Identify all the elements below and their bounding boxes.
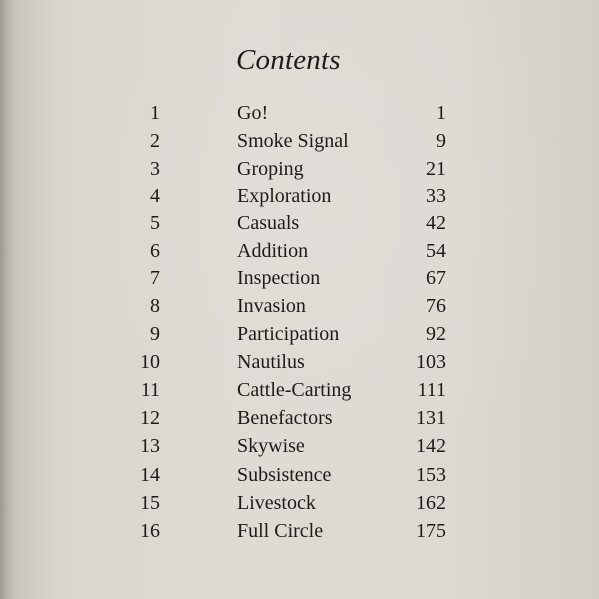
toc-row bbox=[0, 130, 599, 158]
page-number: 142 bbox=[416, 435, 446, 457]
page-number: 76 bbox=[426, 295, 446, 317]
page-number: 103 bbox=[416, 351, 446, 373]
toc-row bbox=[0, 158, 599, 186]
page-number: 162 bbox=[416, 492, 446, 514]
chapter-number: 12 bbox=[140, 407, 160, 429]
chapter-title: Casuals bbox=[237, 212, 300, 234]
chapter-number: 9 bbox=[150, 323, 160, 345]
page-number: 54 bbox=[426, 240, 446, 262]
chapter-title: Smoke Signal bbox=[237, 130, 349, 152]
page-number: 153 bbox=[416, 464, 446, 486]
toc-row bbox=[0, 212, 599, 240]
toc-row bbox=[0, 102, 599, 130]
chapter-number: 16 bbox=[140, 520, 160, 542]
chapter-title: Inspection bbox=[237, 267, 321, 289]
chapter-title: Full Circle bbox=[237, 520, 324, 542]
chapter-title: Benefactors bbox=[237, 407, 333, 429]
chapter-number: 14 bbox=[140, 464, 160, 486]
toc-row bbox=[0, 464, 599, 492]
chapter-title: Addition bbox=[237, 240, 309, 262]
chapter-title: Skywise bbox=[237, 435, 305, 457]
chapter-number: 4 bbox=[150, 185, 160, 207]
page-number: 131 bbox=[416, 407, 446, 429]
chapter-number: 15 bbox=[140, 492, 160, 514]
toc-row bbox=[0, 351, 599, 379]
contents-title: Contents bbox=[236, 44, 341, 76]
toc-row bbox=[0, 492, 599, 520]
page-number: 9 bbox=[436, 130, 446, 152]
toc-row bbox=[0, 240, 599, 268]
chapter-title: Groping bbox=[237, 158, 304, 180]
page-number: 21 bbox=[426, 158, 446, 180]
chapter-number: 8 bbox=[150, 295, 160, 317]
page-number: 175 bbox=[416, 520, 446, 542]
chapter-title: Livestock bbox=[237, 492, 316, 514]
chapter-number: 13 bbox=[140, 435, 160, 457]
chapter-number: 6 bbox=[150, 240, 160, 262]
toc-row bbox=[0, 323, 599, 351]
toc-row bbox=[0, 185, 599, 213]
chapter-title: Go! bbox=[237, 102, 269, 124]
chapter-title: Subsistence bbox=[237, 464, 332, 486]
page-number: 67 bbox=[426, 267, 446, 289]
chapter-number: 2 bbox=[150, 130, 160, 152]
toc-row bbox=[0, 520, 599, 548]
chapter-title: Exploration bbox=[237, 185, 332, 207]
chapter-title: Invasion bbox=[237, 295, 306, 317]
chapter-number: 10 bbox=[140, 351, 160, 373]
chapter-number: 3 bbox=[150, 158, 160, 180]
page-number: 111 bbox=[417, 379, 446, 401]
toc-row bbox=[0, 295, 599, 323]
chapter-number: 5 bbox=[150, 212, 160, 234]
toc-row bbox=[0, 435, 599, 463]
toc-row bbox=[0, 407, 599, 435]
chapter-number: 11 bbox=[140, 379, 160, 401]
chapter-title: Cattle-Carting bbox=[237, 379, 352, 401]
toc-row bbox=[0, 267, 599, 295]
page-number: 33 bbox=[426, 185, 446, 207]
chapter-number: 1 bbox=[150, 102, 160, 124]
page-number: 92 bbox=[426, 323, 446, 345]
chapter-number: 7 bbox=[150, 267, 160, 289]
chapter-title: Nautilus bbox=[237, 351, 305, 373]
page-number: 42 bbox=[426, 212, 446, 234]
page-number: 1 bbox=[436, 102, 446, 124]
toc-row bbox=[0, 379, 599, 407]
chapter-title: Participation bbox=[237, 323, 340, 345]
